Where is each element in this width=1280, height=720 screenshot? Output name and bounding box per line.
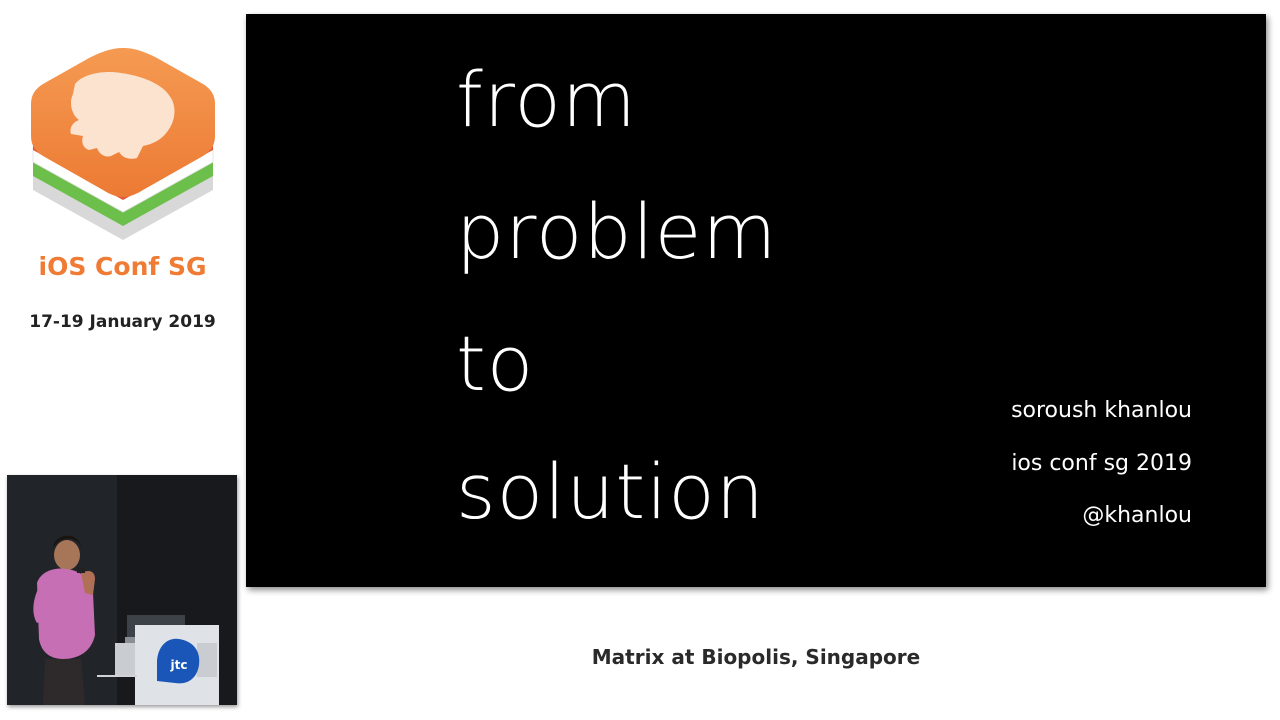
speaker-video: [7, 475, 237, 705]
speaker-head: [54, 540, 80, 570]
speaker-handle: @khanlou: [1082, 503, 1192, 528]
venue-caption: Matrix at Biopolis, Singapore: [591, 645, 921, 669]
conference-dates: 17-19 January 2019: [29, 312, 216, 332]
conference-title: iOS Conf SG: [38, 252, 207, 281]
speaker-video-scene: [7, 475, 237, 705]
podium-logo-text: jtc: [170, 658, 188, 672]
speaker-name: soroush khanlou: [1011, 398, 1192, 423]
presentation-slide: [246, 14, 1266, 587]
slide-title-line: problem: [456, 187, 778, 276]
conference-branding: [0, 0, 245, 470]
slide-title-line: solution: [456, 447, 765, 536]
slide-title-line: to: [456, 319, 535, 408]
event-name: ios conf sg 2019: [1011, 451, 1192, 476]
lion-stack-logo-icon: [25, 40, 221, 246]
slide-title-line: from: [456, 55, 637, 144]
